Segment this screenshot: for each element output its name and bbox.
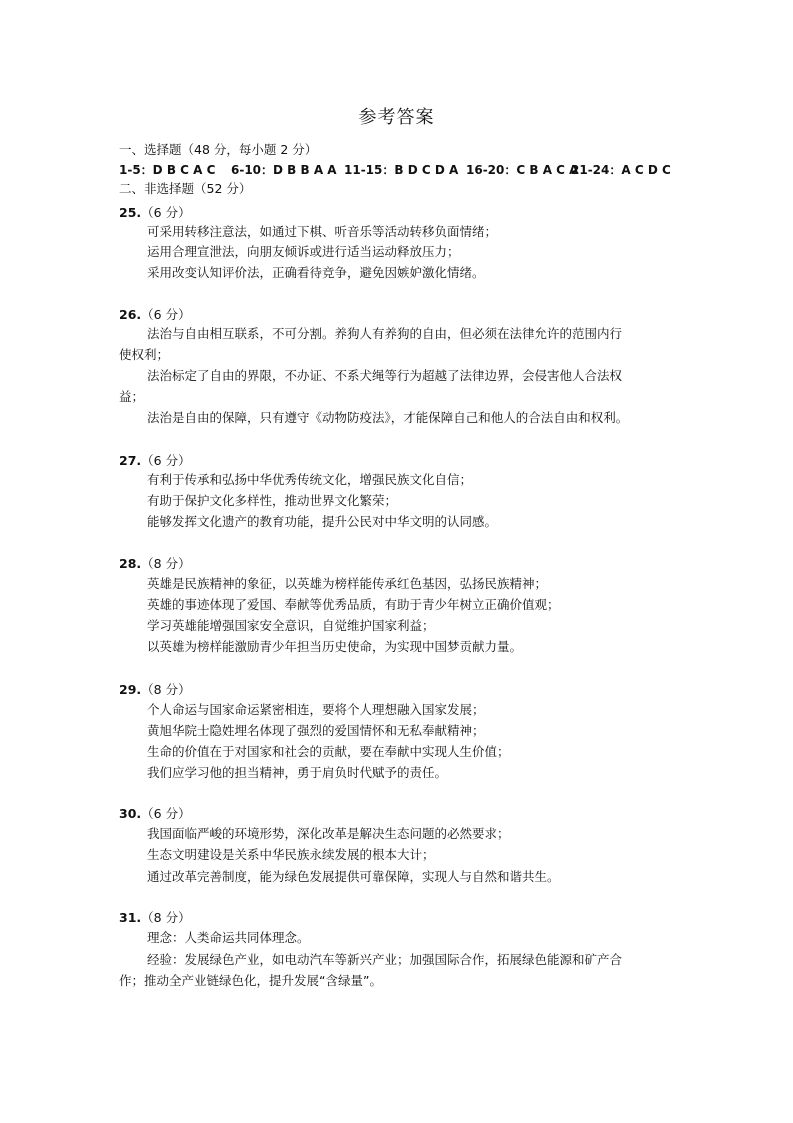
answer-line: 益； [119,389,145,404]
answer-line: 能够发挥文化遗产的教育功能，提升公民对中华文明的认同感。 [147,514,498,529]
question-score: （8 分） [141,910,191,925]
question-score: （8 分） [141,682,191,697]
question-heading [119,453,191,469]
answer-line: 运用合理宣泄法，向朋友倾诉或进行适当运动释放压力； [147,244,460,259]
answer-line: 有利于传承和弘扬中华优秀传统文化，增强民族文化自信； [147,472,473,487]
answer-line: 通过改革完善制度，能为绿色发展提供可靠保障，实现人与自然和谐共生。 [147,869,560,884]
question-heading [119,205,191,221]
answer-line: 以英雄为榜样能激励青少年担当历史使命，为实现中国梦贡献力量。 [147,639,523,654]
section-heading-choice: 一、选择题（48 分，每小题 2 分） [119,142,318,157]
question-score: （6 分） [141,205,191,220]
question-heading [119,682,191,698]
answer-line: 个人命运与国家命运紧密相连，要将个人理想融入国家发展； [147,702,485,717]
question-score: （6 分） [141,806,191,821]
answer-line: 使权利； [119,347,170,362]
choice-answers-row [119,161,671,178]
question-number: 29. [119,682,142,697]
answer-line: 法治标定了自由的界限，不办证、不系犬绳等行为超越了法律边界，会侵害他人合法权 [147,368,623,383]
answer-line: 学习英雄能增强国家安全意识，自觉维护国家利益； [147,618,435,633]
answer-line: 法治与自由相互联系，不可分割。养狗人有养狗的自由，但必须在法律允许的范围内行 [147,326,623,341]
page-title: 参考答案 [358,107,435,128]
answer-group: 21-24：A C D C [571,163,671,177]
question-number: 28. [119,556,142,571]
question-heading [119,806,191,822]
question-number: 27. [119,453,142,468]
answer-line: 可采用转移注意法，如通过下棋、听音乐等活动转移负面情绪； [147,224,498,239]
answer-line: 英雄是民族精神的象征，以英雄为榜样能传承红色基因，弘扬民族精神； [147,576,548,591]
section-heading-nonchoice: 二、非选择题（52 分） [119,181,252,196]
question-number: 26. [119,307,142,322]
question-heading [119,910,191,926]
answer-group: 11-15：B D C D A [344,163,459,177]
question-score: （6 分） [141,453,191,468]
answer-line: 英雄的事迹体现了爱国、奉献等优秀品质，有助于青少年树立正确价值观； [147,597,560,612]
answer-line: 采用改变认知评价法，正确看待竞争，避免因嫉妒激化情绪。 [147,265,485,280]
answer-group: 6-10：D B B A A [231,163,337,177]
question-score: （6 分） [141,307,191,322]
question-number: 30. [119,806,142,821]
answer-line: 经验：发展绿色产业，如电动汽车等新兴产业；加强国际合作，拓展绿色能源和矿产合 [147,952,623,967]
answer-group: 16-20：C B A C A [466,163,579,177]
question-score: （8 分） [141,556,191,571]
answer-line: 有助于保护文化多样性，推动世界文化繁荣； [147,493,398,508]
answer-line: 生态文明建设是关系中华民族永续发展的根本大计； [147,847,435,862]
question-heading [119,556,191,572]
answer-line: 作；推动全产业链绿色化，提升发展“含绿量”。 [119,973,382,988]
answer-line: 理念：人类命运共同体理念。 [147,930,310,945]
question-number: 25. [119,205,142,220]
answer-line: 生命的价值在于对国家和社会的贡献，要在奉献中实现人生价值； [147,744,510,759]
answer-line: 我们应学习他的担当精神，勇于肩负时代赋予的责任。 [147,765,448,780]
answer-line: 黄旭华院士隐姓埋名体现了强烈的爱国情怀和无私奉献精神； [147,723,485,738]
answer-line: 法治是自由的保障，只有遵守《动物防疫法》，才能保障自己和他人的合法自由和权利。 [147,410,629,425]
question-number: 31. [119,910,142,925]
answer-group: 1-5：D B C A C [119,163,216,177]
answer-line: 我国面临严峻的环境形势，深化改革是解决生态问题的必然要求； [147,826,510,841]
question-heading [119,307,191,323]
